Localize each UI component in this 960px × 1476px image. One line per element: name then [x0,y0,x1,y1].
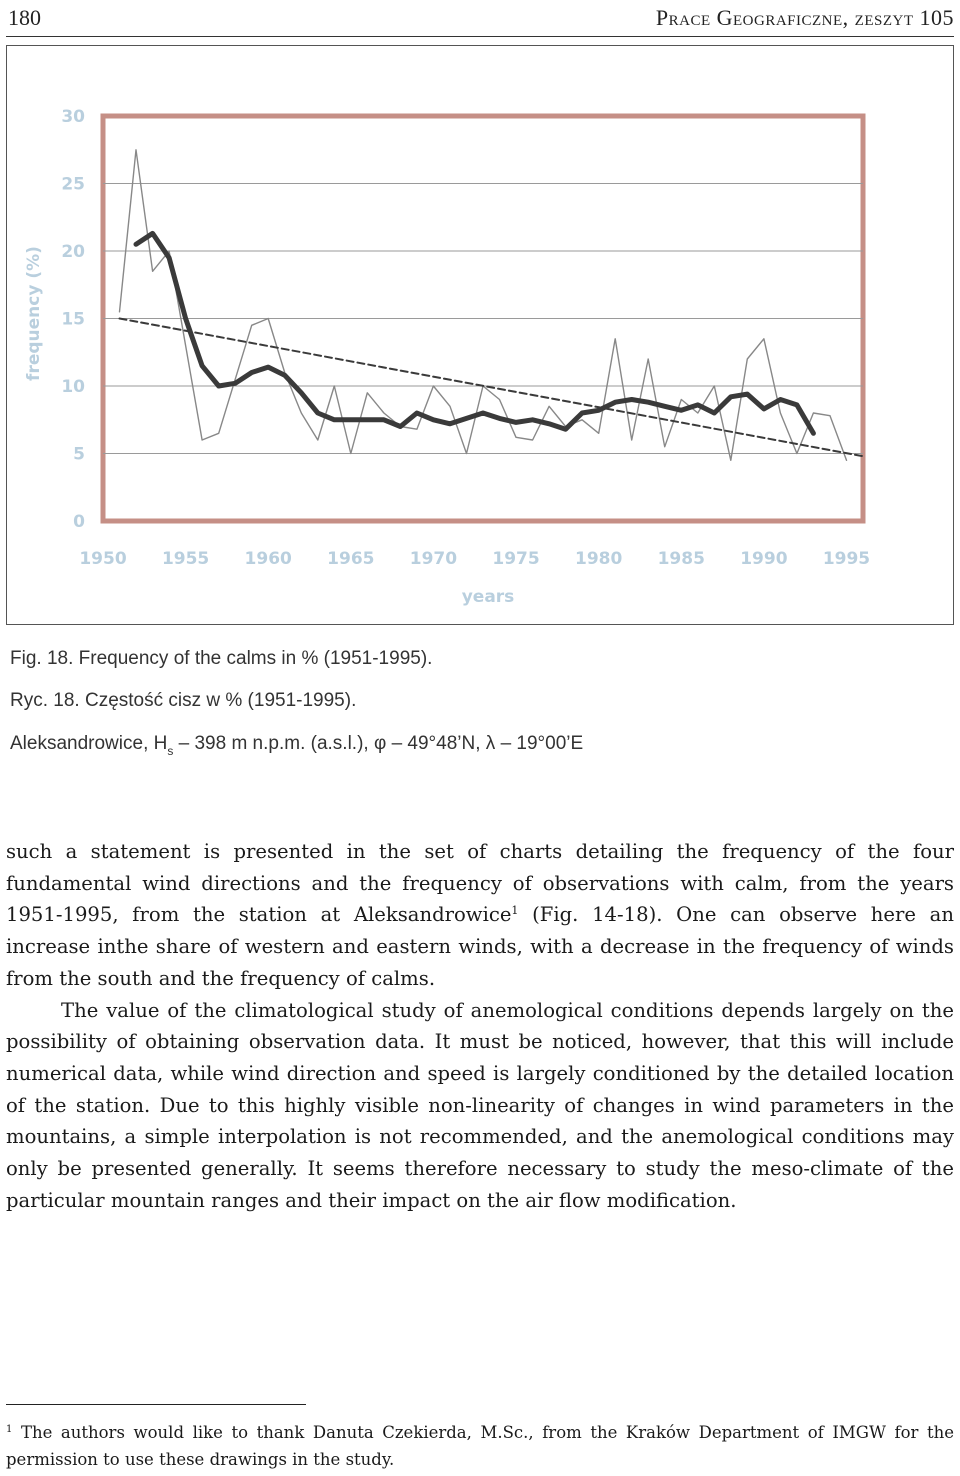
station-longitude: – 19°00’E [495,733,584,754]
station-latitude: – 49°48’N, [386,733,486,754]
calm-frequency-chart [7,46,953,624]
station-info [10,733,583,758]
y-tick-label: 10 [61,377,85,397]
trend-line [120,319,864,457]
y-tick-label: 0 [73,512,85,532]
station-altitude: – 398 m n.p.m. (a.s.l.), [173,733,374,754]
footnote-text: The authors would like to thank Danuta Czekierda, M.Sc., from the Kraków Department of IMGW for the permission to use these drawings in the study. [6,1423,954,1469]
footnote-rule [6,1404,306,1405]
y-axis-label: frequency (%) [24,246,44,381]
x-axis-label: years [461,587,515,607]
x-tick-label: 1950 [79,549,127,569]
paragraph-1-end: (Fig. 14-18). One can observe here an increase inthe share of western and eastern winds, with a decrease in the frequency of winds from the south and the frequency of calms. [6,903,954,990]
x-tick-label: 1985 [657,549,705,569]
header-rule [6,36,954,37]
x-tick-label: 1965 [327,549,375,569]
phi-symbol: φ [373,733,387,754]
x-tick-label: 1975 [492,549,540,569]
y-tick-label: 15 [61,309,85,330]
body-text [6,836,954,1216]
footnote-ref: 1 [511,904,519,918]
x-tick-label: 1990 [740,549,788,569]
figure-frame [6,45,954,625]
lambda-symbol: λ [485,733,496,754]
x-tick-label: 1955 [161,549,210,569]
station-subscript: s [167,744,174,758]
page-header [8,0,954,36]
footnote-mark: 1 [6,1424,13,1435]
page-number: 180 [8,5,41,30]
x-tick-label: 1970 [409,549,458,569]
station-name: Aleksandrowice, H [10,733,168,754]
x-tick-label: 1960 [244,549,292,569]
y-tick-label: 5 [73,444,85,465]
journal-title: Prace Geograficzne, zeszyt 105 [655,5,954,30]
footnote [6,1419,954,1473]
x-tick-label: 1980 [574,549,623,569]
y-tick-label: 30 [61,107,85,127]
figure-caption-pl: Ryc. 18. Częstość cisz w % (1951-1995). [10,690,357,711]
figure-caption-en: Fig. 18. Frequency of the calms in % (1951-1995). [10,648,433,669]
y-tick-label: 25 [61,174,85,195]
paragraph-1-start: such a statement is presented in the set of charts detailing the frequency of the four fundamental wind directions and the frequency of observations with calm, from the years 1951-1995, from the station at Aleksandrowice [6,840,954,927]
x-tick-label: 1995 [822,549,871,569]
moving-average-line [136,233,813,433]
paragraph-2: The value of the climatological study of anemological conditions depends largely on the possibility of obtaining observation data. It must be noticed, however, that this will include numerical data, while wind direction and speed is largely conditioned by the detailed location of the station. Due to this highly visible non-linearity of changes in wind parameters in the mountains, a simple interpolation is not recommended, and the anemological conditions may only be presented generally. It seems therefore necessary to study the meso-climate of the particular mountain ranges and their impact on the air flow modification. [6,998,954,1212]
paragraph-1 [6,836,954,995]
y-tick-label: 20 [61,242,85,262]
